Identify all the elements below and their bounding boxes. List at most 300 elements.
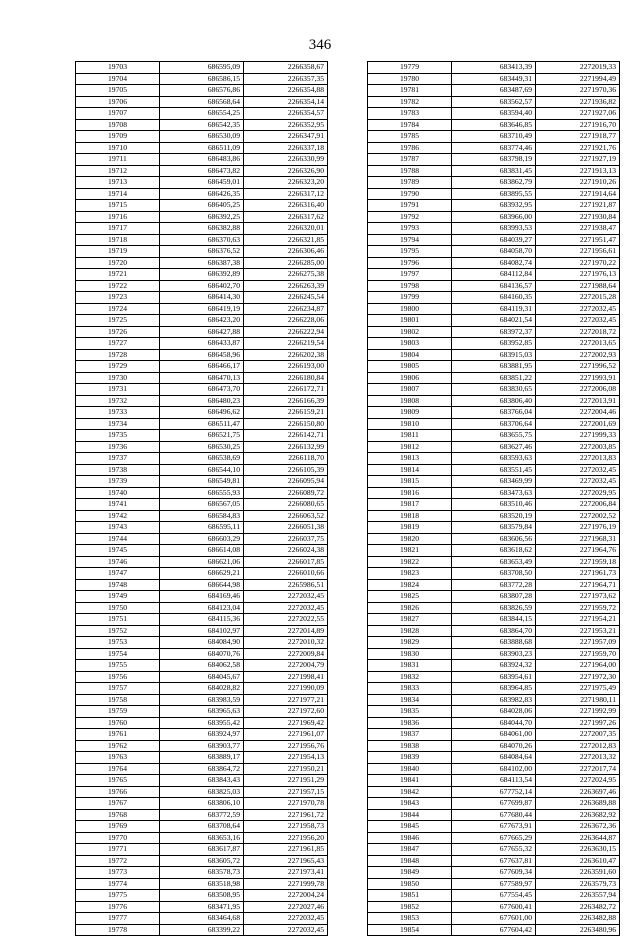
point-number-cell: 19799 [368,292,452,304]
y-coordinate-cell: 2271958,73 [244,821,328,833]
point-number-cell: 19808 [368,395,452,407]
point-number-cell: 19836 [368,717,452,729]
x-coordinate-cell: 677665,29 [452,832,536,844]
x-coordinate-cell: 677604,42 [452,924,536,936]
x-coordinate-cell: 683551,45 [452,464,536,476]
point-number-cell: 19756 [76,671,160,683]
point-number-cell: 19722 [76,280,160,292]
table-row [368,269,620,281]
point-number-cell: 19833 [368,683,452,695]
x-coordinate-cell: 677554,45 [452,890,536,902]
point-number-cell: 19732 [76,395,160,407]
y-coordinate-cell: 2271992,99 [536,706,620,718]
point-number-cell: 19843 [368,798,452,810]
table-row [368,62,620,74]
y-coordinate-cell: 2271957,15 [244,786,328,798]
y-coordinate-cell: 2266317,12 [244,188,328,200]
point-number-cell: 19768 [76,809,160,821]
point-number-cell: 19788 [368,165,452,177]
table-row [368,372,620,384]
point-number-cell: 19827 [368,614,452,626]
y-coordinate-cell: 2266142,71 [244,430,328,442]
y-coordinate-cell: 2271998,41 [244,671,328,683]
table-row [76,96,328,108]
table-row [368,522,620,534]
y-coordinate-cell: 2272032,45 [536,303,620,315]
x-coordinate-cell: 684044,70 [452,717,536,729]
y-coordinate-cell: 2271930,84 [536,211,620,223]
table-row [368,568,620,580]
x-coordinate-cell: 683508,95 [160,890,244,902]
table-row [76,844,328,856]
x-coordinate-cell: 686644,98 [160,579,244,591]
y-coordinate-cell: 2272032,45 [244,602,328,614]
y-coordinate-cell: 2263697,46 [536,786,620,798]
x-coordinate-cell: 686387,38 [160,257,244,269]
y-coordinate-cell: 2263610,47 [536,855,620,867]
point-number-cell: 19728 [76,349,160,361]
point-number-cell: 19717 [76,223,160,235]
table-row [76,246,328,258]
x-coordinate-cell: 683903,23 [452,648,536,660]
point-number-cell: 19804 [368,349,452,361]
x-coordinate-cell: 683932,95 [452,200,536,212]
y-coordinate-cell: 2263630,15 [536,844,620,856]
y-coordinate-cell: 2271996,52 [536,361,620,373]
table-row [76,510,328,522]
x-coordinate-cell: 686554,25 [160,108,244,120]
table-row [76,579,328,591]
table-row [368,775,620,787]
y-coordinate-cell: 2263557,94 [536,890,620,902]
y-coordinate-cell: 2266095,94 [244,476,328,488]
table-row [76,211,328,223]
point-number-cell: 19748 [76,579,160,591]
x-coordinate-cell: 686392,25 [160,211,244,223]
table-row [368,867,620,879]
x-coordinate-cell: 686458,96 [160,349,244,361]
point-number-cell: 19766 [76,786,160,798]
x-coordinate-cell: 686433,87 [160,338,244,350]
x-coordinate-cell: 686376,52 [160,246,244,258]
point-number-cell: 19759 [76,706,160,718]
y-coordinate-cell: 2271999,78 [244,878,328,890]
table-row [76,326,328,338]
page-number: 346 [308,37,332,53]
table-row [76,533,328,545]
point-number-cell: 19780 [368,73,452,85]
point-number-cell: 19850 [368,878,452,890]
point-number-cell: 19770 [76,832,160,844]
x-coordinate-cell: 686530,25 [160,441,244,453]
x-coordinate-cell: 683708,50 [452,568,536,580]
y-coordinate-cell: 2271953,21 [536,625,620,637]
y-coordinate-cell: 2271973,62 [536,591,620,603]
point-number-cell: 19752 [76,625,160,637]
table-row [76,924,328,936]
table-row [368,441,620,453]
x-coordinate-cell: 683843,43 [160,775,244,787]
table-row [368,326,620,338]
point-number-cell: 19805 [368,361,452,373]
x-coordinate-cell: 677673,91 [452,821,536,833]
y-coordinate-cell: 2271990,09 [244,683,328,695]
table-row [76,142,328,154]
point-number-cell: 19742 [76,510,160,522]
point-number-cell: 19738 [76,464,160,476]
y-coordinate-cell: 2266352,95 [244,119,328,131]
x-coordinate-cell: 686586,15 [160,73,244,85]
table-row [76,303,328,315]
y-coordinate-cell: 2271969,42 [244,717,328,729]
table-row [76,890,328,902]
point-number-cell: 19839 [368,752,452,764]
table-row [368,384,620,396]
point-number-cell: 19708 [76,119,160,131]
table-row [368,579,620,591]
x-coordinate-cell: 683487,69 [452,85,536,97]
point-number-cell: 19775 [76,890,160,902]
x-coordinate-cell: 686621,06 [160,556,244,568]
point-number-cell: 19798 [368,280,452,292]
table-row [368,395,620,407]
x-coordinate-cell: 686405,25 [160,200,244,212]
y-coordinate-cell: 2271973,41 [244,867,328,879]
table-row [76,671,328,683]
table-row [368,73,620,85]
table-row [368,85,620,97]
table-row [76,453,328,465]
point-number-cell: 19720 [76,257,160,269]
y-coordinate-cell: 2272007,35 [536,729,620,741]
table-row [76,556,328,568]
point-number-cell: 19731 [76,384,160,396]
y-coordinate-cell: 2272032,45 [536,315,620,327]
y-coordinate-cell: 2272010,32 [244,637,328,649]
table-row [76,407,328,419]
x-coordinate-cell: 683993,53 [452,223,536,235]
point-number-cell: 19829 [368,637,452,649]
x-coordinate-cell: 683464,68 [160,913,244,925]
table-row [76,292,328,304]
point-number-cell: 19761 [76,729,160,741]
table-row [76,729,328,741]
point-number-cell: 19847 [368,844,452,856]
point-number-cell: 19772 [76,855,160,867]
x-coordinate-cell: 677600,41 [452,901,536,913]
table-row [76,119,328,131]
y-coordinate-cell: 2271961,07 [244,729,328,741]
point-number-cell: 19812 [368,441,452,453]
y-coordinate-cell: 2272019,33 [536,62,620,74]
table-row [368,763,620,775]
x-coordinate-cell: 677637,81 [452,855,536,867]
y-coordinate-cell: 2272004,46 [536,407,620,419]
point-number-cell: 19813 [368,453,452,465]
point-number-cell: 19817 [368,499,452,511]
y-coordinate-cell: 2271913,13 [536,165,620,177]
y-coordinate-cell: 2271972,60 [244,706,328,718]
point-number-cell: 19834 [368,694,452,706]
x-coordinate-cell: 683579,84 [452,522,536,534]
point-number-cell: 19712 [76,165,160,177]
table-row [76,269,328,281]
point-number-cell: 19773 [76,867,160,879]
y-coordinate-cell: 2266234,87 [244,303,328,315]
x-coordinate-cell: 683469,99 [452,476,536,488]
y-coordinate-cell: 2266326,90 [244,165,328,177]
table-row [368,878,620,890]
x-coordinate-cell: 683844,15 [452,614,536,626]
table-row [76,855,328,867]
table-row [76,648,328,660]
x-coordinate-cell: 683831,45 [452,165,536,177]
table-row [368,453,620,465]
point-number-cell: 19746 [76,556,160,568]
table-row [76,637,328,649]
x-coordinate-cell: 683889,17 [160,752,244,764]
y-coordinate-cell: 2266222,94 [244,326,328,338]
point-number-cell: 19730 [76,372,160,384]
table-row [76,740,328,752]
point-number-cell: 19814 [368,464,452,476]
point-number-cell: 19714 [76,188,160,200]
x-coordinate-cell: 683915,03 [452,349,536,361]
table-row [76,867,328,879]
table-row [76,786,328,798]
point-number-cell: 19800 [368,303,452,315]
point-number-cell: 19740 [76,487,160,499]
y-coordinate-cell: 2263672,36 [536,821,620,833]
table-row [368,142,620,154]
x-coordinate-cell: 677655,32 [452,844,536,856]
x-coordinate-cell: 684070,26 [452,740,536,752]
table-row [368,338,620,350]
x-coordinate-cell: 683982,83 [452,694,536,706]
table-row [76,798,328,810]
x-coordinate-cell: 686370,63 [160,234,244,246]
y-coordinate-cell: 2271994,49 [536,73,620,85]
y-coordinate-cell: 2266024,38 [244,545,328,557]
point-number-cell: 19822 [368,556,452,568]
table-row [368,602,620,614]
y-coordinate-cell: 2271961,73 [536,568,620,580]
y-coordinate-cell: 2271956,76 [244,740,328,752]
table-row [368,246,620,258]
table-row [368,821,620,833]
table-row [368,855,620,867]
point-number-cell: 19803 [368,338,452,350]
x-coordinate-cell: 686614,08 [160,545,244,557]
x-coordinate-cell: 683520,19 [452,510,536,522]
y-coordinate-cell: 2266080,65 [244,499,328,511]
x-coordinate-cell: 686542,35 [160,119,244,131]
table-row [368,315,620,327]
table-row [76,73,328,85]
x-coordinate-cell: 683964,85 [452,683,536,695]
table-row [368,119,620,131]
y-coordinate-cell: 2272003,85 [536,441,620,453]
table-row [76,85,328,97]
y-coordinate-cell: 2266354,88 [244,85,328,97]
point-number-cell: 19782 [368,96,452,108]
point-number-cell: 19797 [368,269,452,281]
x-coordinate-cell: 683966,00 [452,211,536,223]
x-coordinate-cell: 686555,93 [160,487,244,499]
table-row [368,913,620,925]
y-coordinate-cell: 2272014,89 [244,625,328,637]
point-number-cell: 19830 [368,648,452,660]
x-coordinate-cell: 686530,09 [160,131,244,143]
point-number-cell: 19806 [368,372,452,384]
y-coordinate-cell: 2271980,11 [536,694,620,706]
table-row [76,591,328,603]
y-coordinate-cell: 2271972,30 [536,671,620,683]
y-coordinate-cell: 2271970,22 [536,257,620,269]
table-row [368,660,620,672]
point-number-cell: 19733 [76,407,160,419]
point-number-cell: 19810 [368,418,452,430]
table-row [368,257,620,269]
table-row [368,418,620,430]
y-coordinate-cell: 2263579,73 [536,878,620,890]
table-row [368,188,620,200]
point-number-cell: 19842 [368,786,452,798]
point-number-cell: 19727 [76,338,160,350]
table-row [76,188,328,200]
y-coordinate-cell: 2271965,43 [244,855,328,867]
point-number-cell: 19820 [368,533,452,545]
y-coordinate-cell: 2266228,06 [244,315,328,327]
point-number-cell: 19744 [76,533,160,545]
x-coordinate-cell: 686414,30 [160,292,244,304]
y-coordinate-cell: 2266337,18 [244,142,328,154]
point-number-cell: 19852 [368,901,452,913]
table-row [368,809,620,821]
x-coordinate-cell: 683888,68 [452,637,536,649]
x-coordinate-cell: 683954,61 [452,671,536,683]
y-coordinate-cell: 2266017,85 [244,556,328,568]
point-number-cell: 19849 [368,867,452,879]
table-row [76,234,328,246]
point-number-cell: 19818 [368,510,452,522]
y-coordinate-cell: 2272006,84 [536,499,620,511]
y-coordinate-cell: 2271959,18 [536,556,620,568]
table-row [76,372,328,384]
point-number-cell: 19783 [368,108,452,120]
x-coordinate-cell: 683518,98 [160,878,244,890]
y-coordinate-cell: 2266316,40 [244,200,328,212]
table-row [368,556,620,568]
point-number-cell: 19840 [368,763,452,775]
y-coordinate-cell: 2271959,72 [536,602,620,614]
y-coordinate-cell: 2266159,21 [244,407,328,419]
point-number-cell: 19791 [368,200,452,212]
y-coordinate-cell: 2271936,82 [536,96,620,108]
table-row [76,154,328,166]
table-row [76,706,328,718]
point-number-cell: 19754 [76,648,160,660]
x-coordinate-cell: 684136,57 [452,280,536,292]
point-number-cell: 19796 [368,257,452,269]
x-coordinate-cell: 686402,70 [160,280,244,292]
y-coordinate-cell: 2272006,08 [536,384,620,396]
y-coordinate-cell: 2271927,19 [536,154,620,166]
point-number-cell: 19739 [76,476,160,488]
table-row [368,510,620,522]
point-number-cell: 19781 [368,85,452,97]
point-number-cell: 19747 [76,568,160,580]
y-coordinate-cell: 2266245,54 [244,292,328,304]
y-coordinate-cell: 2272029,95 [536,487,620,499]
point-number-cell: 19786 [368,142,452,154]
x-coordinate-cell: 683895,55 [452,188,536,200]
y-coordinate-cell: 2266037,75 [244,533,328,545]
x-coordinate-cell: 683627,46 [452,441,536,453]
table-row [76,913,328,925]
x-coordinate-cell: 684119,31 [452,303,536,315]
point-number-cell: 19802 [368,326,452,338]
x-coordinate-cell: 683766,04 [452,407,536,419]
point-number-cell: 19745 [76,545,160,557]
y-coordinate-cell: 2271964,00 [536,660,620,672]
x-coordinate-cell: 684084,90 [160,637,244,649]
point-number-cell: 19837 [368,729,452,741]
x-coordinate-cell: 683413,39 [452,62,536,74]
point-number-cell: 19729 [76,361,160,373]
y-coordinate-cell: 2263482,72 [536,901,620,913]
y-coordinate-cell: 2271951,47 [536,234,620,246]
x-coordinate-cell: 683593,63 [452,453,536,465]
table-row [76,602,328,614]
table-row [368,706,620,718]
x-coordinate-cell: 683774,46 [452,142,536,154]
point-number-cell: 19778 [76,924,160,936]
y-coordinate-cell: 2272032,45 [244,913,328,925]
y-coordinate-cell: 2271977,21 [244,694,328,706]
y-coordinate-cell: 2271970,78 [244,798,328,810]
point-number-cell: 19853 [368,913,452,925]
y-coordinate-cell: 2271970,36 [536,85,620,97]
x-coordinate-cell: 686584,83 [160,510,244,522]
y-coordinate-cell: 2272013,91 [536,395,620,407]
y-coordinate-cell: 2272032,45 [244,924,328,936]
y-coordinate-cell: 2272002,52 [536,510,620,522]
table-row [368,625,620,637]
x-coordinate-cell: 684102,00 [452,763,536,775]
x-coordinate-cell: 686538,69 [160,453,244,465]
y-coordinate-cell: 2266172,71 [244,384,328,396]
x-coordinate-cell: 686480,23 [160,395,244,407]
table-row [368,407,620,419]
table-row [368,131,620,143]
table-row [76,487,328,499]
y-coordinate-cell: 2271988,64 [536,280,620,292]
x-coordinate-cell: 686576,86 [160,85,244,97]
y-coordinate-cell: 2271954,21 [536,614,620,626]
x-coordinate-cell: 684082,74 [452,257,536,269]
point-number-cell: 19854 [368,924,452,936]
table-row [76,683,328,695]
table-row [368,844,620,856]
x-coordinate-cell: 683578,73 [160,867,244,879]
table-row [76,660,328,672]
y-coordinate-cell: 2263482,88 [536,913,620,925]
x-coordinate-cell: 686595,09 [160,62,244,74]
x-coordinate-cell: 686466,17 [160,361,244,373]
y-coordinate-cell: 2271997,26 [536,717,620,729]
point-number-cell: 19845 [368,821,452,833]
